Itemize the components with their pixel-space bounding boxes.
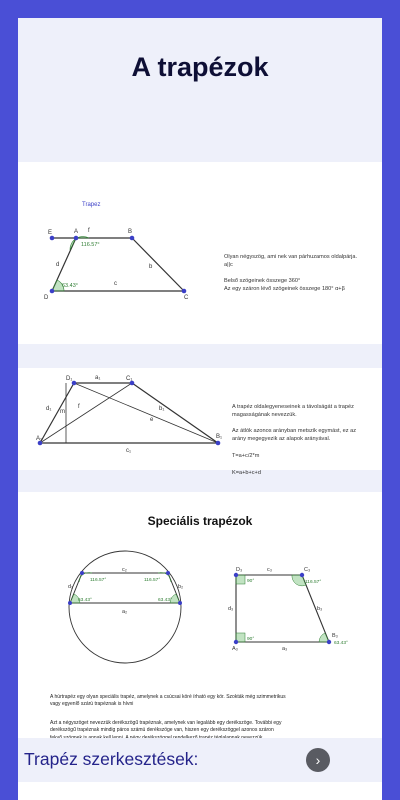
next-button[interactable] [306,748,330,772]
angle-right-br-label: 63.43° [334,641,348,646]
point-b1 [216,441,221,446]
label-a1-side: a₁ [95,375,101,381]
point-d [50,289,55,294]
label-b: B [128,229,133,235]
label-c2: c₂ [122,567,127,573]
point-c3 [300,573,304,577]
definition-text-1: Olyan négyszög, ami nek van párhuzamos oldalpárja. [224,254,358,260]
label-d3: D₃ [236,567,243,573]
label-b3-side: b₃ [317,606,323,612]
label-b1: B₁ [216,434,223,440]
segment-d1 [40,383,74,443]
label-d3-side: d₃ [228,606,234,612]
special-heading: Speciális trapézok [147,514,253,528]
label-c-side: c [114,281,117,287]
label-b-side: b [149,264,153,270]
label-b3: B₃ [332,633,338,639]
label-c: C [184,295,189,301]
point-c [182,289,187,294]
label-d: D [44,295,49,301]
title-band [18,18,382,162]
angle-tl-label: 116.57° [90,578,107,583]
isosceles-paragraph: A húrtrapéz egy olyan speciális trapéz, amelynek a csúcsai köré írható egy kör. Szokták még szimmetrikus vagy egyenlő szárú trapéznak is hívni [50,694,286,708]
property-text-3: Az átlók azonos arányban metszik egymást, ez az [232,428,357,434]
label-e: E [48,230,53,236]
property-text-4: arány megegyezik az alapok arányával. [232,436,331,442]
perimeter-formula: K=a+b+c+d [232,470,261,476]
point-c-tr [166,571,170,575]
point-a3 [234,640,238,644]
chevron-right-icon: › [315,752,321,768]
angle-br-label: 63.43° [158,598,172,603]
label-a2: a₂ [122,609,128,615]
angle-right-bl-label: 90° [247,637,255,642]
page [18,18,382,800]
angle-bl-label: 63.43° [78,598,92,603]
point-a [74,236,79,241]
label-f: f [88,228,90,234]
definition-card [18,162,382,344]
definition-text-2: a||c [224,262,233,268]
point-d1 [72,381,77,386]
diagram-heading: Trapez [82,202,101,208]
label-d-side: d [56,262,60,268]
definition-text-4: Az egy száron lévő szögeinek összege 180° α+β [224,286,345,292]
label-b2: b₂ [178,584,184,590]
point-c-bl [68,601,72,605]
area-formula: T=a+c/2*m [232,453,260,459]
angle-right-tr-label: 116.57° [305,580,322,585]
point-b3 [327,640,331,644]
segment-b [132,238,184,291]
page-title: A trapézok [131,52,269,82]
angle-bottom-label: 63.43° [62,283,78,289]
definition-text-3: Belső szögeinek összege 360° [224,278,301,284]
property-text-2: magasságának nevezzük. [232,412,297,418]
point-c-tl [80,571,84,575]
label-m: m [60,409,65,415]
label-c1-side: c₁ [126,448,132,454]
right-trapezoid-paragraph: Azt a négyszöget nevezzük derékszögű trapéznak, amelynek van legalább egy derékszöge. További egy derékszögű trapéznak mindig páros számú derékszöge van, hiszen egy derékszöggel azonos száron [50,720,282,734]
angle-right-tl-label: 90° [247,579,255,584]
special-diagrams [18,540,382,710]
label-c1: C₁ [126,376,133,382]
constructions-link[interactable]: Trapéz szerkesztések: [24,749,199,769]
label-c3: C₃ [304,567,311,573]
segment-b1 [132,383,218,443]
point-d3 [234,573,238,577]
angle-top-label: 116.57° [81,242,100,248]
label-e-diag: e [150,417,154,423]
bottom-bar [18,738,382,782]
label-d2: d₂ [68,584,74,590]
label-d1-side: d₁ [46,406,52,412]
label-d1: D₁ [66,376,73,382]
label-a3: A₃ [232,646,238,652]
diagonal-e [74,383,218,443]
property-text-1: A trapéz oldalegyeneseinek a távolságát a trapéz [232,404,354,410]
point-c-br [178,601,182,605]
point-e [50,236,55,241]
label-a3-side: a₃ [282,646,288,652]
point-b [130,236,135,241]
properties-card [18,368,382,476]
label-f-diag: f [78,404,80,410]
angle-tr-label: 116.57° [144,578,161,583]
diagonal-f [40,383,132,443]
label-b1-side: b₁ [159,406,165,412]
trapez-diagram-2 [18,368,382,470]
angle-right-tr [292,575,306,586]
label-c3-side: c₃ [267,567,272,573]
label-a1: A₁ [36,436,43,442]
label-a: A [74,229,79,235]
trapez-diagram [18,162,382,344]
